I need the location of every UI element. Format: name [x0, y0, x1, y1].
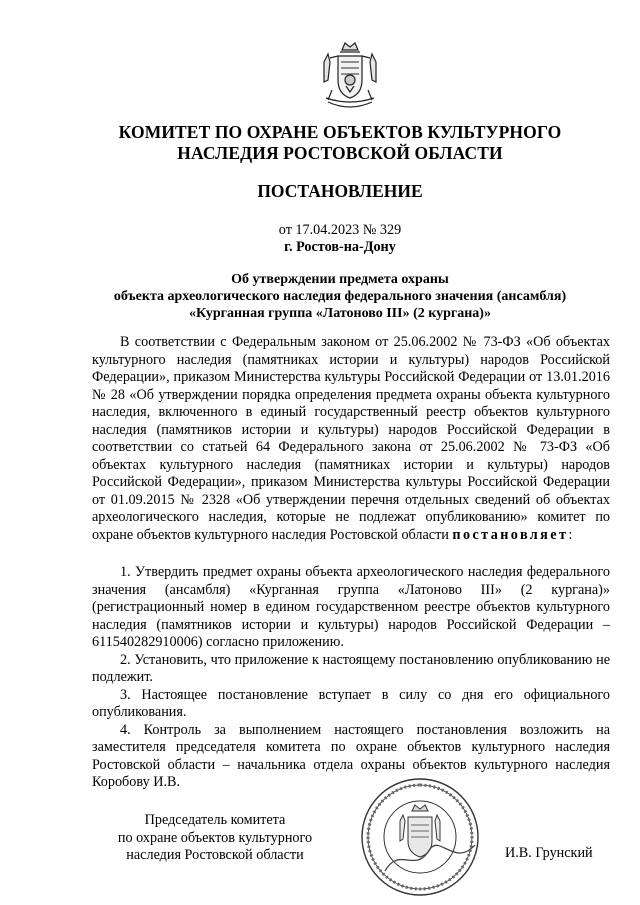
org-name-line2: НАСЛЕДИЯ РОСТОВСКОЙ ОБЛАСТИ: [177, 143, 503, 163]
signatory-title-line3: наследия Ростовской области: [126, 847, 304, 863]
preamble-text: В соответствии с Федеральным законом от 25.06.2002 № 73-ФЗ «Об объектах культурного наследия (памятниках истории и культуры) народов Российской Федерации», приказом Министерства культуры Российской Федерации от 13.01.2016 № 28 «Об утверждении порядка определения предмета охраны объекта культурного наследия, включенного в единый государственный реестр объектов культурного наследия (памятников истории и культуры) народов Российской Федерации в соответствии со статьей 64 Федерального закона от 25.06.2002 № 73-ФЗ «Об объектах культурного наследия (памятниках истории и культуры) народов Российской Федерации», приказом Министерства культуры Российской Федерации от 01.09.2015 № 2328 «Об утверждении перечня отдельных сведений об объектах археологического наследия, которые не подлежат опубликованию» комитет по охране объектов культурного наследия Ростовской области: [92, 334, 610, 543]
item-4: 4. Контроль за выполнением настоящего постановления возложить на заместителя председателя комитета по охране объектов культурного наследия Ростовской области – начальника отдела охраны объектов культурного наследия Коробову И.В.: [92, 721, 610, 790]
subject-line3: «Курганная группа «Латоново III» (2 кургана)»: [189, 306, 491, 321]
subject-line2: объекта археологического наследия федерального значения (ансамбля): [113, 289, 567, 304]
signatory-title: [110, 812, 320, 865]
item-1: 1. Утвердить предмет охраны объекта археологического наследия федерального значения (ансамбля) «Курганная группа «Латоново III» (2 кургана)» (регистрационный номер в едином государственном реестре объектов культурного наследия (памятников истории и культуры) народов Российской Федерации – 611540282910006) согласно приложению.: [92, 564, 610, 650]
signatory-title-line1: Председатель комитета: [144, 812, 286, 828]
preamble-end: :: [568, 526, 573, 543]
city: г. Ростов-на-Дону: [284, 239, 396, 255]
date-number: от 17.04.2023 № 329: [278, 222, 402, 238]
item-2: 2. Установить, что приложение к настоящему постановлению опубликованию не подлежит.: [92, 651, 610, 685]
preamble-verb: постановляет: [452, 526, 569, 543]
org-name-line1: КОМИТЕТ ПО ОХРАНЕ ОБЪЕКТОВ КУЛЬТУРНОГО: [118, 122, 562, 142]
subject-line1: Об утверждении предмета охраны: [231, 272, 449, 287]
resolution-items: [92, 564, 610, 792]
signatory-name: И.В. Грунский: [505, 845, 593, 861]
document-type: ПОСТАНОВЛЕНИЕ: [257, 181, 423, 201]
official-stamp: [345, 775, 495, 900]
preamble-paragraph: [92, 334, 610, 544]
item-3: 3. Настоящее постановление вступает в силу со дня его официального опубликования.: [92, 686, 610, 720]
coat-of-arms-emblem: [318, 40, 382, 114]
signatory-title-line2: по охране объектов культурного: [117, 829, 313, 846]
preamble: [92, 334, 610, 544]
